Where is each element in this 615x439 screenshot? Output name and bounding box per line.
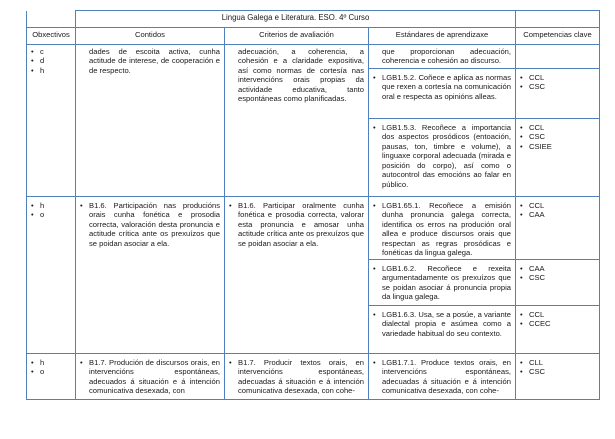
competence-item: • CLL: [520, 358, 595, 367]
standard-cell: • LGB1.65.1. Recoñece a emisión dunha pronuncia galega correcta, identifica os erros na produción oral allea e produce discursos orais que respectan as regras prosódicas e fonéticas da lingua galega.: [369, 197, 516, 260]
competence-item: • CCL: [520, 123, 595, 132]
criteria-cell: adecuación, a coherencia, a cohesión e a claridade expositiva, así como normas de cortesía nas intervencións orais propias da actividade educativa, tanto espontáneas como planificadas.: [225, 45, 369, 197]
contents-cell: • B1.7. Produción de discursos orais, en intervencións espontáneas, adecuados á situación e á intención comunicativa desexada, con: [76, 353, 225, 399]
objective-item: • h: [31, 66, 71, 75]
competences-cell: [516, 305, 600, 353]
header-objectives: Obxectivos: [27, 28, 76, 45]
competence-item: • CSC: [520, 273, 595, 282]
competence-item: • CAA: [520, 210, 595, 219]
competences-cell: [516, 353, 600, 399]
criteria-cell: • B1.6. Participar oralmente cunha fonética e prosodia correcta, valorar esta pronuncia e amosar unha actitude crítica ante os prexuízos que se poidan asociar a ela.: [225, 197, 369, 354]
contents-cell: • B1.6. Participación nas producións orais cunha fonética e prosodia correcta, valoración desta pronuncia e actitude crítica ante os prexuízos que se poidan asociar a ela.: [76, 197, 225, 354]
criteria-cell: • B1.7. Producir textos orais, en intervencións espontáneas, adecuadas á situación e á intención comunicativa desexada, con cohe-: [225, 353, 369, 399]
objectives-cell: [27, 45, 76, 197]
standard-cell: • LGB1.5.3. Recoñece a importancia dos aspectos prosódicos (entoación, pausas, ton, timbre e volume), a linguaxe corporal adecuada (mirada e posición do corpo), así como o autocontrol das emocións ao falar en público.: [369, 119, 516, 197]
header-contents: Contidos: [76, 28, 225, 45]
objective-item: • h: [31, 201, 71, 210]
objectives-cell: [27, 197, 76, 354]
objective-item: • h: [31, 358, 71, 367]
contents-cell: dades de escoita activa, cunha actitude de interese, de cooperación e de respecto.: [76, 45, 225, 197]
competence-item: • CSC: [520, 132, 595, 141]
table-row: [27, 45, 600, 69]
standard-cell: • LGB1.6.2. Recoñece e rexeita argumentadamente os prexuízos que se poidan asociar á pronuncia propia da lingua galega.: [369, 259, 516, 305]
top-left-blank-cell: [27, 11, 76, 28]
objective-item: • d: [31, 56, 71, 65]
competence-item: • CSC: [520, 367, 595, 376]
table-row: [27, 197, 600, 260]
competence-item: • CSC: [520, 82, 595, 91]
table-row: [27, 353, 600, 399]
curriculum-table: [26, 10, 600, 400]
competences-cell: [516, 69, 600, 119]
header-criteria: Criterios de avaliación: [225, 28, 369, 45]
header-standards: Estándares de aprendizaxe: [369, 28, 516, 45]
header-competences: Competencias clave: [516, 28, 600, 45]
standard-cell: • LGB1.7.1. Produce textos orais, en intervencións espontáneas, adecuadas á situación e á intención comunicativa desexada, con cohe-: [369, 353, 516, 399]
top-right-blank-cell: [516, 11, 600, 28]
objective-item: • o: [31, 210, 71, 219]
competences-cell: [516, 45, 600, 69]
table-title: Lingua Galega e Literatura. ESO. 4º Curso: [76, 11, 516, 28]
competences-cell: [516, 259, 600, 305]
standard-cell: • LGB1.6.3. Usa, se a posúe, a variante dialectal propia e asúmea como a variedade habitual do seu contexto.: [369, 305, 516, 353]
competences-cell: [516, 119, 600, 197]
competence-item: • CCEC: [520, 319, 595, 328]
objective-item: • o: [31, 367, 71, 376]
competence-item: • CCL: [520, 310, 595, 319]
objective-item: • c: [31, 47, 71, 56]
competence-item: • CCL: [520, 73, 595, 82]
competence-item: • CAA: [520, 264, 595, 273]
standard-cell: que proporcionan adecuación, coherencia e cohesión ao discurso.: [369, 45, 516, 69]
competence-item: • CSIEE: [520, 142, 595, 151]
objectives-cell: [27, 353, 76, 399]
competences-cell: [516, 197, 600, 260]
competence-item: • CCL: [520, 201, 595, 210]
standard-cell: • LGB1.5.2. Coñece e aplica as normas que rexen a cortesía na comunicación oral e respecta as opinións alleas.: [369, 69, 516, 119]
